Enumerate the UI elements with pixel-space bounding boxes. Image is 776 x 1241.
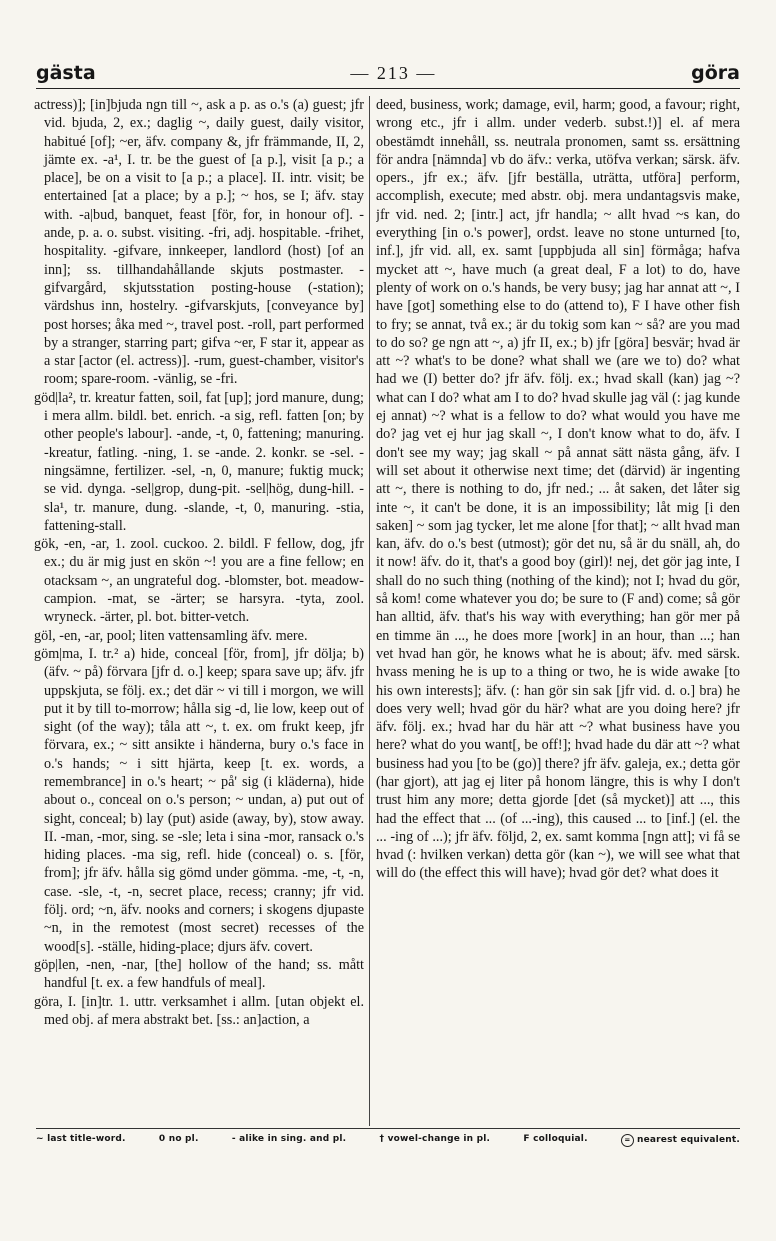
legend-nearest-equivalent	[621, 1134, 740, 1147]
header-rule	[36, 88, 740, 89]
footer-rule	[36, 1128, 740, 1129]
page-number: — 213 —	[350, 62, 437, 83]
entry-goplen: göp|len, -nen, -nar, [the] hollow of the hand; ss. mått handful [t. ex. a few handfuls of meal].	[34, 956, 364, 992]
header-guide-word-left: gästa	[36, 62, 96, 84]
legend-colloquial: F colloquial.	[523, 1134, 588, 1144]
entry-gok: gök, -en, -ar, 1. zool. cuckoo. 2. bildl. F fellow, dog, jfr ex.; du är mig just en skön ~! you are a fine fellow; en otacksam ~, an ungrateful dog. -blomster, bot. meadow-campion. -mat, se -ärter; se harsyra. -tyta, zool. wryneck. -ärter, pl. bot. bitter-vetch.	[34, 536, 364, 626]
header-guide-word-right: göra	[691, 62, 740, 84]
abbreviation-legend	[36, 1134, 740, 1147]
entry-gora: göra, I. [in]tr. 1. uttr. verksamhet i allm. [utan objekt el. med obj. af mera abstrakt bet. [ss.: an]action, a	[34, 993, 364, 1028]
legend-no-plural: 0 no pl.	[158, 1134, 199, 1144]
entry-gomma: göm|ma, I. tr.² a) hide, conceal [för, from], jfr dölja; b) (äfv. ~ på) förvara [jfr d. o.] keep; spara save up; äfv. jfr uppskjuta, se följ. ex.; det där ~ vi till i morgon, we will put it by till to-morrow; hålla sig -d, lie low, keep out of sight (of the way); tåla att ~, t. ex. om frukt keep, jfr förvara, ex.; ~ sitt ansikte i händerna, bury o.'s face in o.'s hands; ~ i sitt hjärta, keep [t. ex. words, a remembrance] in o.'s heart; ~ på' sig (i kläderna), hide about o., conceal on o.'s person; ~ undan, a) put out of sight, conceal; b) lay (put) aside (away, by), stow away. II. -man, -mor, sing. se -sle; leta i sina -mor, ransack o.'s hiding places. -ma sig, refl. hide (conceal) o. s. [för, from]; jfr äfv. hålla sig gömd under gömma. -me, -t, -n, case. -sle, -t, -n, secret place, recess; cranny; jfr vid. följ. ord; ~n, äfv. nooks and corners; i skogens djupaste ~n, in the remotest (most secret) recesses of the wood[s]. -ställe, hiding-place; djurs äfv. covert.	[34, 645, 364, 955]
entry-godla: göd|la², tr. kreatur fatten, soil, fat [up]; jord manure, dung; i mera allm. bildl. bet. enrich. -a sig, refl. fatten [on; by other people's labour]. -ande, -t, 0, fattening; manuring. -kreatur, fatling. -ning, 1. se -ande. 2. konkr. se -sel. -ningsämne, fertilizer. -sel, -n, 0, manure; fuktig muck; se vid. dynga. -sel|grop, dung-pit. -sel|hög, dung-hill. -sla¹, tr. manure, dung. -slande, -t, 0, manuring. -stia, fattening-stall.	[34, 389, 364, 534]
right-column	[376, 96, 740, 1124]
legend-vowel-change: † vowel-change in pl.	[379, 1134, 491, 1144]
page-header	[36, 58, 740, 88]
legend-alike: - alike in sing. and pl.	[231, 1134, 347, 1144]
entry-gora-continued: deed, business, work; damage, evil, harm; good, a favour; right, wrong etc., jfr i allm. under vederb. subst.!)] el. af mera obestämdt innehåll, ss. neutrala pronomen, samt ss. ersättning för andra [nämnda] vb do äfv.: verka, utöfva verkan; särsk. äfv. opers., jfr ex.; äfv. [jfr beställa, uträtta, utföra] perform, accomplish, execute; med abstr. obj. mera undantagsvis make, jfr vid. ned. 2; [intr.] act, jfr handla; ~ allt hvad ~s kan, do everything [in o.'s power], ordst. leave no stone unturned [to, inf.], jfr vid. all, ex. samt [uppbjuda all sin] förmåga; hafva mycket att ~, have much (a great deal, F a lot) to do, have plenty of work on o.'s hands, be very busy; jag har annat att ~, I have [got] something else to do (attend to), F I have other fish to fry; se annat, två ex.; är du tokig som kan ~ så? are you mad to do so? ge ngn att ~, a) jfr II, ex.; b) jfr [göra] besvär; hvad är att ~? what's to be done? what shall we (are we to) do? what had we (I) better do? jfr äfv. följ. ex.; hvad skall (kan) jag ~? what can I do? what am I to do? hvad skulle jag väl (: jag kunde ej annat) ~? what is a fellow to do? what would you have me do? jag vet ej hur jag skall ~, I don't know what to do, äfv. I don't see my way; jag skall ~ på annat sätt nästa gång, äfv. I will set about it otherwise next time; det (därvid) är ingenting att ~, there is nothing to do, jfr ned.; ... åt saken, det låter sig inte ~, it can't be done, it is an impossibility; låt mig [i den saken] ~ som jag tycker, let me alone [for that]; ~ allt hvad man kan, äfv. do o.'s best (utmost); gör det nu, så är du snäll, ah, do it now! äfv. do it, that's a good boy (girl)! nej, det gör jag inte, I shall do no such thing (nothing of the kind); not I; hvad du gör, så kom! come whatever you do; be sure to (F and) come; så gör han alltid, äfv. that's his way with everything; han gör mer på en timme än ..., he does more [work] in an hour, than ...; han vet hvad han gör, he knows what he is about; äfv. med särsk. hvass mening he is up to a thing or two, he is wide awake [to his own interests]; äfv. (: han gör sin sak [jfr vid. d. o.] bra) he does very well; hvad gör du här? what are you doing here? jfr äfv. följ. ex.; hvad har du här att ~? what business have you here? what do you want[, be off!]; hvad hade du där att ~? what business had you [to be (go)] there? jfr äfv. galeja, ex.; detta gör (har gjort), att jag ej liter på honom längre, this is why I don't trust him any more; detta gjorde [det (så mycket)] att ..., this had the effect that ... (of ...-ing), this caused ... to [inf.] (el. the ... -ing of ...); jfr äfv. följd, 2, ex. samt komma [ngn att]; vi få se hvad (: hvilken verkan) detta gör (kan ~), we will see what that will do (the effect this will have); hvad gör det? what does it	[376, 97, 740, 882]
column-divider	[369, 96, 370, 1126]
left-column	[34, 96, 364, 1124]
entry-gasta: actress)]; [in]bjuda ngn till ~, ask a p. as o.'s (a) guest; jfr vid. bjuda, 2, ex.; daglig ~, daily guest, daily visitor, habitué [of]; ~er, äfv. company &, jfr främmande, II, 2, jämte ex. -a¹, I. tr. be the guest of [a p.], visit [a p.; a place], be on a visit to [a p.; a place]. II. intr. visit; be entertained [at a place; by a p.]; ~ hos, se I; äfv. stay with. -a|bud, banquet, feast [för, for, in honour of]. -ande, p. a. o. subst. visiting. -fri, adj. hospitable. -frihet, hospitality. -gifvare, innkeeper, landlord (host) [of an inn]; ss. tillhandahållande skjuts postmaster. -gifvargård, skjutsstation posting-house (-station); värdshus inn, hostelry. -gifvarskjuts, [conveyance by] post horses; åka med ~, travel post. -roll, part performed by a stranger, starring part; gifva ~er, F star it, appear as a star [actor (el. actress)]. -rum, guest-chamber, visitor's room; spare-room. -vänlig, se -fri.	[34, 97, 364, 388]
legend-title-word: ~ last title-word.	[36, 1134, 126, 1144]
legend-nearest-equivalent-text: nearest equivalent.	[636, 1135, 740, 1145]
entry-gol: göl, -en, -ar, pool; liten vattensamling äfv. mere.	[34, 627, 308, 644]
equivalent-icon: =	[621, 1134, 634, 1147]
